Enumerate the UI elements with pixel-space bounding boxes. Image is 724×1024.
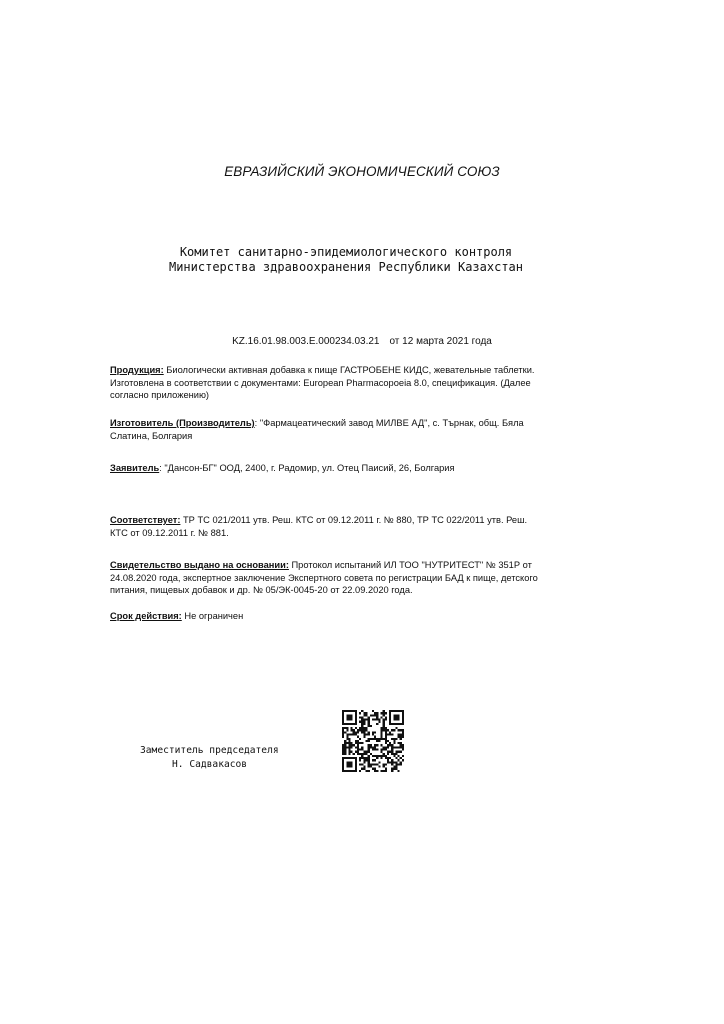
field-basis-label: Свидетельство выдано на основании: [110, 560, 289, 570]
certificate-number: KZ.16.01.98.003.E.000234.03.21 [232, 336, 380, 347]
union-title: ЕВРАЗИЙСКИЙ ЭКОНОМИЧЕСКИЙ СОЮЗ [224, 164, 500, 179]
certificate-date: от 12 марта 2021 года [389, 336, 492, 347]
signer-name: Н. Садвакасов [172, 759, 248, 770]
field-basis [110, 559, 540, 597]
committee-line-2: Министерства здравоохранения Республики Казахстан [168, 259, 523, 274]
field-conforms-text: ТР ТС 021/2011 утв. Реш. КТС от 09.12.2011 г. № 880, ТР ТС 022/2011 утв. Реш. КТС от 09.12.2011 г. № 881. [110, 515, 528, 538]
field-applicant-text: : "Дансон-БГ" ООД, 2400, г. Радомир, ул. Отец Паисий, 26, Болгария [159, 463, 455, 473]
field-product-text: Биологически активная добавка к пище ГАСТРОБЕНЕ КИДС, жевательные таблетки. Изготовлена в соответствии с документами: European Pharmacopoeia 8.0, спецификация. (Далее согласно приложению) [110, 365, 535, 400]
field-validity [110, 610, 540, 623]
committee-heading [0, 245, 692, 274]
field-basis-text: Протокол испытаний ИЛ ТОО "НУТРИТЕСТ" № 351Р от 24.08.2020 года, экспертное заключение Экспертного совета по регистрации БАД к пище, детского питания, пищевых добавок и др. № 05/ЭК-0045-20 от 22.09.2020 года. [110, 560, 538, 595]
field-product-label: Продукция: [110, 365, 164, 375]
committee-line-1: Комитет санитарно-эпидемиологического контроля [179, 245, 513, 259]
field-applicant-label: Заявитель [110, 463, 160, 473]
field-validity-label: Срок действия: [110, 611, 182, 621]
field-validity-text: Не ограничен [181, 611, 244, 621]
certificate-number-line [0, 336, 724, 347]
field-applicant [110, 462, 540, 475]
field-conforms-label: Соответствует: [110, 515, 181, 525]
signature-block [140, 744, 279, 772]
field-manufacturer-label: Изготовитель (Производитель) [110, 418, 255, 428]
field-conforms [110, 514, 540, 539]
signer-title: Заместитель председателя [140, 745, 279, 756]
field-product [110, 364, 540, 402]
field-manufacturer [110, 417, 540, 442]
qr-code-icon [342, 710, 404, 772]
field-manufacturer-text: : "Фармацеатический завод МИЛВЕ АД", с. Търнак, общ. Бяла Слатина, Болгария [110, 418, 524, 441]
